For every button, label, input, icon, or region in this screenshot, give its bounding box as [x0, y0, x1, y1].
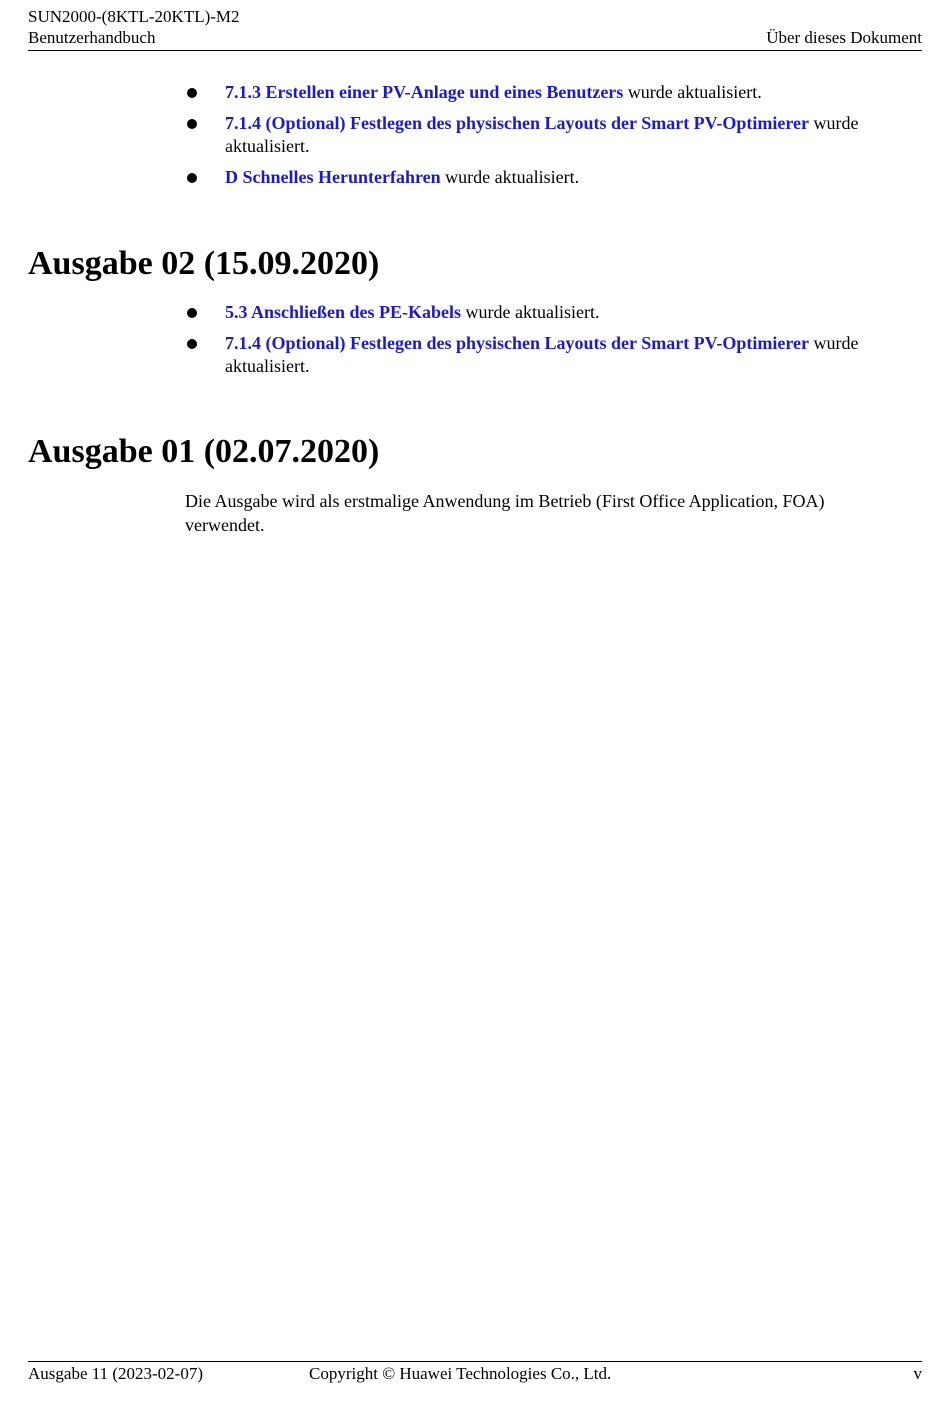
change-text: wurde aktualisiert. — [623, 82, 762, 102]
bullet-icon — [187, 308, 197, 318]
manual-name: Benutzerhandbuch — [28, 28, 156, 47]
bullet-icon — [187, 119, 197, 129]
list-item — [185, 112, 925, 158]
change-text: wurde aktualisiert. — [225, 113, 859, 156]
change-link[interactable]: 7.1.4 (Optional) Festlegen des physischen Layouts der Smart PV-Optimierer — [225, 113, 809, 133]
change-text: wurde aktualisiert. — [440, 167, 580, 187]
change-text: wurde aktualisiert. — [225, 333, 859, 376]
page-footer — [28, 1361, 922, 1386]
header-left — [28, 6, 240, 48]
footer-copyright: Copyright © Huawei Technologies Co., Ltd. — [309, 1364, 612, 1383]
page-number: v — [913, 1364, 922, 1383]
list-item — [185, 301, 925, 324]
change-link[interactable]: 5.3 Anschließen des PE-Kabels — [225, 302, 462, 322]
section-name: Über dieses Dokument — [766, 28, 922, 47]
change-link[interactable]: D Schnelles Herunterfahren — [225, 167, 441, 187]
bullet-icon — [187, 88, 197, 98]
issue-02-change-list — [185, 301, 925, 386]
bullet-icon — [187, 339, 197, 349]
change-text: wurde aktualisiert. — [461, 302, 600, 322]
issue-01-heading: Ausgabe 01 (02.07.2020) — [28, 433, 380, 470]
footer-issue: Ausgabe 11 (2023-02-07) — [28, 1364, 203, 1383]
list-item — [185, 332, 925, 378]
issue-01-description: Die Ausgabe wird als erstmalige Anwendung im Betrieb (First Office Application, FOA) verwendet. — [185, 491, 825, 535]
change-link[interactable]: 7.1.3 Erstellen einer PV-Anlage und eines Benutzers — [225, 82, 624, 102]
page-header — [28, 6, 922, 51]
product-name: SUN2000-(8KTL-20KTL)-M2 — [28, 7, 240, 26]
bullet-icon — [187, 173, 197, 183]
list-item — [185, 81, 925, 104]
list-item — [185, 166, 925, 189]
issue-02-heading: Ausgabe 02 (15.09.2020) — [28, 245, 380, 282]
change-link[interactable]: 7.1.4 (Optional) Festlegen des physischen Layouts der Smart PV-Optimierer — [225, 333, 809, 353]
intro-change-list — [185, 81, 925, 197]
